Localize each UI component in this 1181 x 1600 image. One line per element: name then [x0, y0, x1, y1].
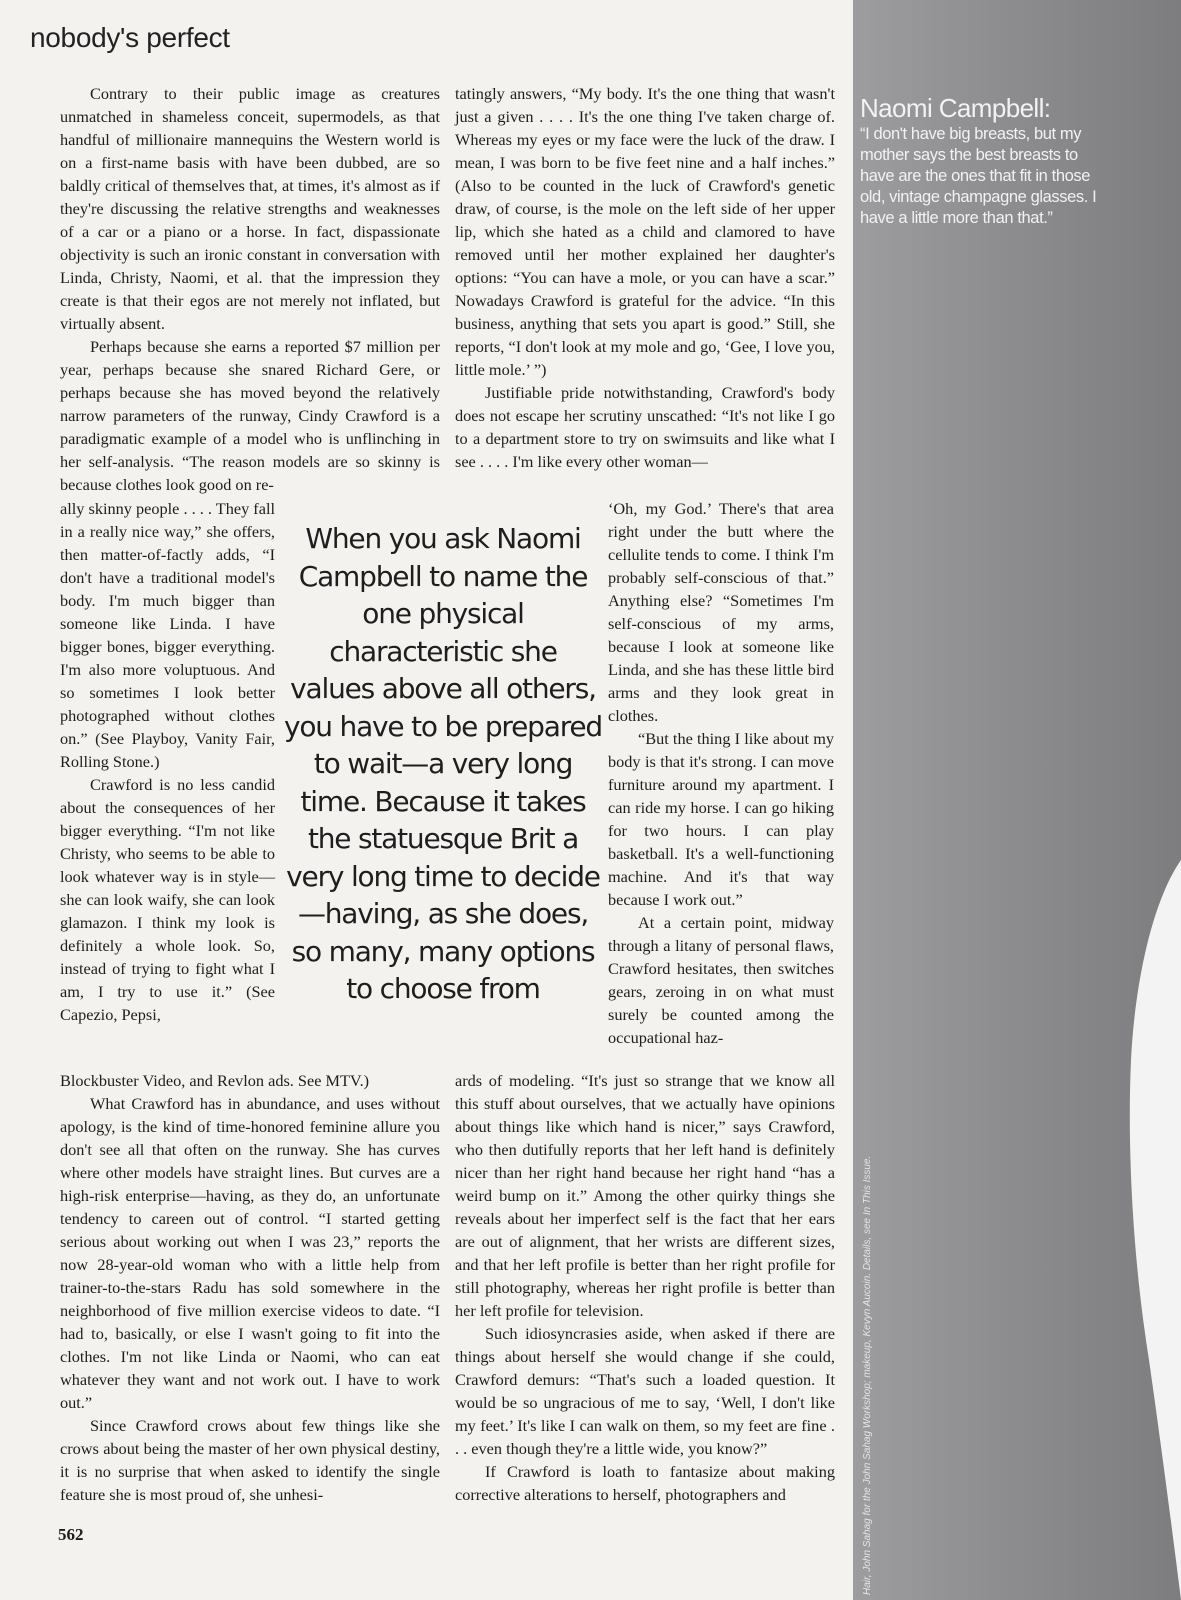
article-paragraph: At a certain point, midway through a litany of personal flaws, Crawford hesitates, then switches gears, zeroing in on what must surely be counted among the occupational haz- — [608, 913, 834, 1047]
article-paragraph: Blockbuster Video, and Revlon ads. See MTV.) — [60, 1071, 370, 1090]
article-column-left-bottom — [60, 1069, 440, 1506]
article-paragraph: tatingly answers, “My body. It's the one thing that wasn't just a given . . . . It's the one thing I've taken charge of. Whereas my eyes or my face were the luck of the draw. I mean, I was born to be five feet nine and a half inches.” (Also to be counted in the luck of Crawford's genetic draw, of course, is the mole on the left side of her upper lip, which she hated as a child and clamored to have removed until her mother explained her daughter's options: “You can have a mole, or you can have a scar.” Nowadays Crawford is grateful for the advice. “In this business, anything that sets you apart is good.” Still, she reports, “I don't look at my mole and go, ‘Gee, I love you, little mole.’ ”) — [455, 84, 835, 379]
article-paragraph: Since Crawford crows about few things like she crows about being the master of her own physical destiny, it is no surprise that when asked to identify the single feature she is most proud of, she unhesi- — [60, 1416, 440, 1504]
photo-caption — [860, 92, 1110, 229]
article-column-left-wrap — [60, 497, 275, 1026]
article-paragraph: Crawford is no less candid about the consequences of her bigger everything. “I'm not like Christy, who seems to be able to look whatever way is in style—she can look waify, she can look glamazon. I think my look is definitely a whole look. So, instead of trying to fight what I am, I try to use it.” (See Capezio, Pepsi, — [60, 775, 275, 1024]
photo-panel — [853, 0, 1181, 1600]
article-paragraph: ‘Oh, my God.’ There's that area right under the butt where the cellulite tends to come. I think I'm probably self-conscious of that.” Anything else? “Sometimes I'm self-conscious of my arms, because I look at someone like Linda, and she has these little bird arms and they look great in clothes. — [608, 499, 834, 725]
article-paragraph: Justifiable pride notwithstanding, Crawford's body does not escape her scrutiny unscathed: “It's not like I go to a department store to try on swimsuits and like what I see . . . . I'm like every other woman— — [455, 383, 835, 471]
article-paragraph: What Crawford has in abundance, and uses without apology, is the kind of time-honored feminine allure you don't see all that often on the runway. She has curves where other models have straight lines. But curves are a high-risk enterprise—having, as they do, an unfortunate tendency to careen out of control. “I started getting serious about working out when I was 23,” reports the now 28-year-old woman who with a little help from trainer-to-the-stars Radu has sold somewhere in the neighborhood of five million exercise videos to date. “I had to, basically, or else I wasn't going to fit into the clothes. I'm not like Linda or Naomi, who can eat whatever they want and not work out. I have to work out.” — [60, 1094, 440, 1412]
caption-text: “I don't have big breasts, but my mother says the best breasts to have are the ones that fit in those old, vintage champagne glasses. I have a little more than that.” — [860, 125, 1097, 227]
pull-quote: When you ask Naomi Campbell to name the one physical characteristic she values above all others, you have to be prepared to wait—a very long time. Because it takes the statuesque Brit a very long time to decide—having, as she does, so many, many options to choose from — [284, 522, 602, 1005]
article-paragraph: ards of modeling. “It's just so strange that we know all this stuff about ourselves, that we actually have opinions about things like which hand is nicer,” says Crawford, who then dutifully reports that her left hand is definitely nicer than her right hand because her right hand “has a weird bump on it.” Among the other quirky things she reveals about her imperfect self is the fact that her ears are out of alignment, that her wrists are different sizes, and that her left profile is better than her right profile for still photography, whereas her right profile is better than her left profile for television. — [455, 1071, 835, 1320]
article-paragraph: Contrary to their public image as creatures unmatched in shameless conceit, supermodels, as that handful of millionaire mannequins the Western world is on a first-name basis with have been dubbed, are so baldly critical of themselves that, at times, it's almost as if they're discussing the relative strengths and weaknesses of a car or a piano or a horse. In fact, dispassionate objectivity is such an ironic constant in conversation with Linda, Christy, Naomi, et al. that the impression they create is that their egos are not merely not inflated, but virtually absent. — [60, 84, 440, 333]
photo-silhouette — [853, 0, 1181, 1600]
article-column-right-bottom — [455, 1069, 835, 1506]
article-paragraph: “But the thing I like about my body is that it's strong. I can move furniture around my apartment. I can ride my horse. I can go hiking for two hours. I can play basketball. It's a well-functioning machine. And it's that way because I work out.” — [608, 729, 834, 909]
article-paragraph: Such idiosyncrasies aside, when asked if there are things about herself she would change if she could, Crawford demurs: “That's such a loaded question. It would be so ungracious of me to say, ‘Well, I don't like my feet.’ It's like I can walk on them, so my feet are fine . . . even though they're a little wide, you know?” — [455, 1324, 835, 1458]
article-column-right-top — [455, 82, 835, 473]
photo-credits: Hair, John Sahag for the John Sahag Workshop; makeup, Kevyn Aucoin. Details, see In This Issue. — [862, 1155, 873, 1595]
section-title: nobody's perfect — [30, 22, 230, 53]
page-number: 562 — [58, 1525, 84, 1544]
article-paragraph: Perhaps because she earns a reported $7 million per year, perhaps because she snared Richard Gere, or perhaps because she has moved beyond the relatively narrow parameters of the runway, Cindy Crawford is a paradigmatic example of a model who is unflinching in her self-analysis. “The reason models are so skinny is because clothes look good on re- — [60, 337, 440, 494]
article-column-right-wrap — [608, 497, 834, 1049]
article-paragraph: ally skinny people . . . . They fall in a really nice way,” she offers, then matter-of-factly adds, “I don't have a traditional model's body. I'm much bigger than someone like Linda. I have bigger bones, bigger everything. I'm also more voluptuous. And so sometimes I look better photographed without clothes on.” (See Playboy, Vanity Fair, Rolling Stone.) — [60, 499, 275, 771]
article-paragraph: If Crawford is loath to fantasize about making corrective alterations to herself, photographers and — [455, 1462, 835, 1504]
article-column-left-top — [60, 82, 440, 496]
caption-name: Naomi Campbell: — [860, 93, 1051, 123]
